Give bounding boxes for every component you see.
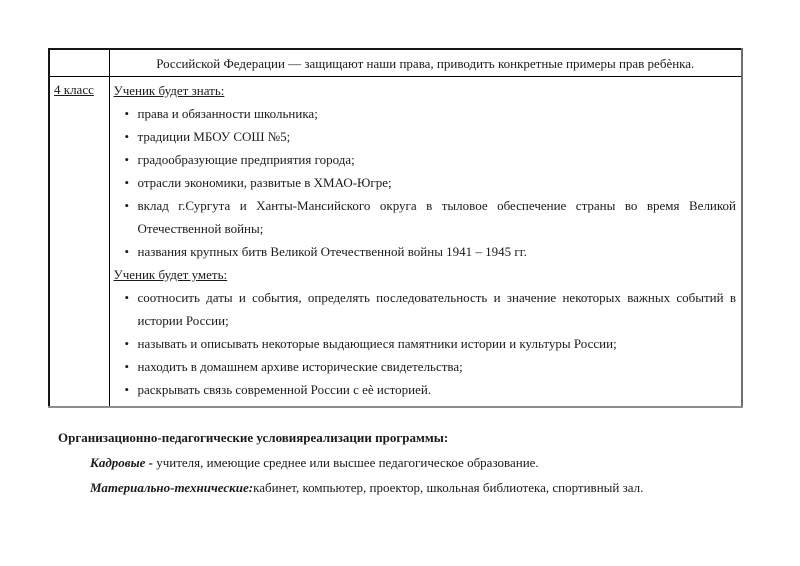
bullet-item: • отрасли экономики, развитые в ХМАО-Югре; — [114, 171, 737, 194]
content-cell — [109, 77, 742, 408]
bullet-item: • права и обязанности школьника; — [114, 102, 737, 125]
bullet-item: • градообразующие предприятия города; — [114, 148, 737, 171]
bullet-item: • названия крупных битв Великой Отечественной войны 1941 – 1945 гг. — [114, 240, 737, 263]
bullet-item: • находить в домашнем архиве исторические свидетельства; — [114, 355, 737, 378]
curriculum-table — [48, 48, 743, 408]
footer-heading: Организационно-педагогические условияреализации программы: — [58, 430, 449, 445]
class-cell-empty — [49, 49, 109, 77]
table-row-continuation — [49, 49, 742, 77]
continuation-text-cell: Российской Федерации — защищают наши права, приводить конкретные примеры прав ребѐнка. — [109, 49, 742, 77]
bullet-item: • называть и описывать некоторые выдающиеся памятники истории и культуры России; — [114, 332, 737, 355]
class-cell — [49, 77, 109, 408]
section-heading — [114, 79, 737, 102]
bullet-list — [114, 102, 737, 263]
footer-item-text: учителя, имеющие среднее или высшее педагогическое образование. — [152, 455, 539, 470]
footer-item — [90, 455, 754, 471]
section-heading-text: Ученик будет уметь: — [113, 267, 228, 282]
section-heading-text: Ученик будет знать: — [113, 83, 225, 98]
section-heading — [114, 263, 737, 286]
footer-item-text: кабинет, компьютер, проектор, школьная библиотека, спортивный зал. — [253, 480, 644, 495]
class-label: 4 класс — [54, 82, 94, 97]
footer-section — [48, 430, 754, 505]
bullet-item: • традиции МБОУ СОШ №5; — [114, 125, 737, 148]
footer-item-label: Кадровые - — [90, 455, 153, 470]
bullet-item: • раскрывать связь современной России с еѐ историей. — [114, 378, 737, 401]
footer-item — [90, 480, 754, 496]
bullet-item: • соотносить даты и события, определять последовательность и значение некоторых важных событий в истории России; — [114, 286, 737, 332]
footer-items — [48, 455, 754, 496]
bullet-list — [114, 286, 737, 401]
bullet-item: • вклад г.Сургута и Ханты-Мансийского округа в тыловое обеспечение страны во время Великой Отечественной войны; — [114, 194, 737, 240]
table-row-class-4 — [49, 77, 742, 408]
footer-item-label: Материально-технические: — [90, 480, 254, 495]
